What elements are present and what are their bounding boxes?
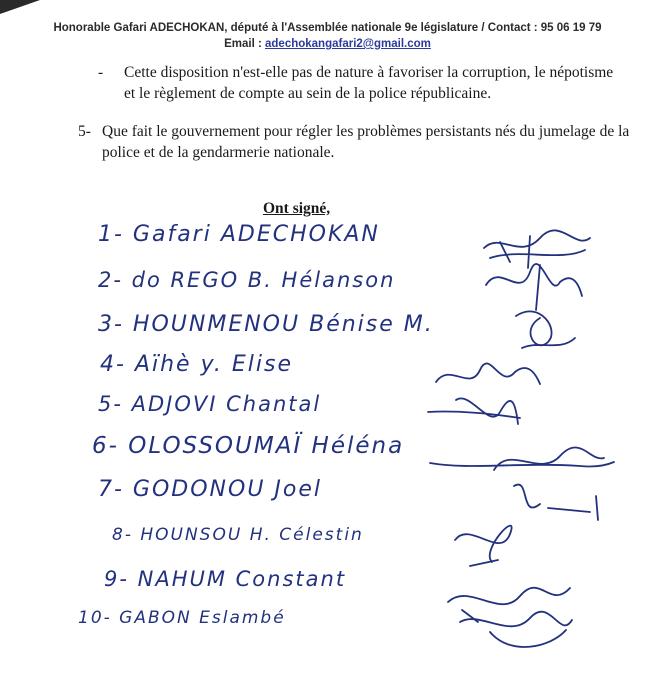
email-label: Email : xyxy=(224,38,265,50)
bullet-dash: - xyxy=(98,64,104,81)
bullet-text: Cette disposition n'est-elle pas de nature à favoriser la corruption, le népotisme et le règlement de compte au sein de la police républicaine. xyxy=(124,64,614,102)
signature-mark-10 xyxy=(460,612,572,647)
signatures-title: Ont signé, xyxy=(263,200,331,217)
signature-mark-2 xyxy=(486,264,582,310)
signatory-name-5: 5- ADJOVI Chantal xyxy=(98,392,322,416)
signature-mark-6 xyxy=(430,447,614,470)
signature-mark-1 xyxy=(484,230,590,268)
signatory-name-2: 2- do REGO B. Hélanson xyxy=(98,268,396,292)
header-line-1: Honorable Gafari ADECHOKAN, député à l'Assemblée nationale 9e législature / Contact : 95 06 19 79 xyxy=(53,22,602,34)
signature-mark-8 xyxy=(455,526,512,566)
signatory-name-7: 7- GODONOU Joel xyxy=(98,477,323,502)
signatory-name-3: 3- HOUNMENOU Bénise M. xyxy=(98,312,434,337)
question-text: Que fait le gouvernement pour régler les problèmes persistants nés du jumelage de la police et de la gendarmerie nationale. xyxy=(102,123,630,161)
signature-mark-3 xyxy=(516,311,575,348)
signatory-name-9: 9- NAHUM Constant xyxy=(104,567,347,591)
signatory-name-4: 4- Aïhè y. Elise xyxy=(100,352,293,377)
email-link[interactable]: adechokangafari2@gmail.com xyxy=(265,38,431,50)
signatory-name-8: 8- HOUNSOU H. Célestin xyxy=(112,525,364,545)
question-number: 5- xyxy=(78,123,91,140)
signature-mark-5 xyxy=(428,398,520,424)
signatory-name-1: 1- Gafari ADECHOKAN xyxy=(98,222,380,247)
signatory-name-6: 6- OLOSSOUMAÏ Héléna xyxy=(92,433,405,459)
signature-mark-7 xyxy=(514,485,598,520)
signatory-name-10: 10- GABON Eslambé xyxy=(78,608,286,628)
signature-mark-4 xyxy=(436,363,540,384)
